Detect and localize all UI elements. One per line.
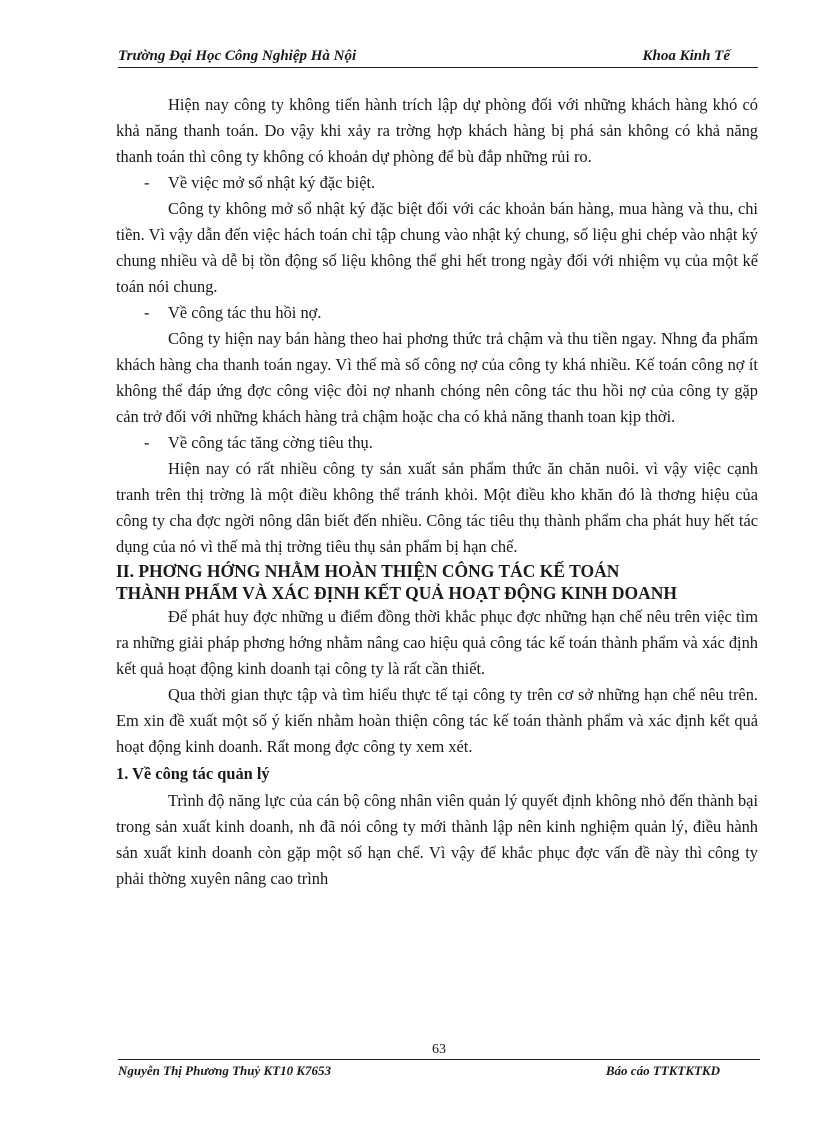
paragraph-management: Trình độ năng lực của cán bộ công nhân viên quản lý quyết định không nhỏ đến thành bại trong sản xuất kinh doanh, nh đã nói công ty mới thành lập nên kinh nghiệm quản lý, điều hành sản xuất kinh doanh còn gặp một số hạn chế. Vì vậy để khắc phục đợc vấn đề này thì công ty phải thờng xuyên nâng cao trình — [116, 791, 758, 888]
bullet-special-journal — [116, 170, 758, 196]
subsection-heading: 1. Về công tác quản lý — [116, 764, 270, 783]
page-header — [118, 48, 758, 68]
paragraph-intro: Để phát huy đợc những u điểm đồng thời khắc phục đợc những hạn chế nêu trên việc tìm ra những giải pháp phơng hớng nhằm nâng cao hiệu quả công tác kế toán thành phẩm và xác định kết quả hoạt động kinh doanh tại công ty là rất cần thiết. — [116, 607, 758, 678]
section-heading-line2: THÀNH PHẨM VÀ XÁC ĐỊNH KẾT QUẢ HOẠT ĐỘNG KINH DOANH — [116, 583, 678, 603]
footer-report: Báo cáo TTKTKTKD — [605, 1063, 720, 1078]
footer-rule — [118, 1059, 760, 1060]
page-number: 63 — [432, 1042, 446, 1057]
page-footer — [118, 1042, 760, 1082]
bullet-label: Về việc mở sổ nhật ký đặc biệt. — [168, 173, 376, 192]
paragraph-provision: Hiện nay công ty không tiến hành trích lập dự phòng đối với những khách hàng khó có khả năng thanh toán. Do vậy khi xảy ra trờng hợp khách hàng bị phá sản không có khả năng thanh toán thì công ty không có khoản dự phòng để bù đắp những rủi ro. — [116, 95, 758, 166]
bullet-sales-boost — [116, 430, 758, 456]
dash-marker: - — [144, 303, 150, 322]
header-rule — [118, 67, 758, 68]
bullet-label: Về công tác tăng cờng tiêu thụ. — [168, 433, 373, 452]
section-heading-line1: II. PHƠNG HỚNG NHẰM HOÀN THIỆN CÔNG TÁC KẾ TOÁN — [116, 561, 620, 581]
bullet-label: Về công tác thu hồi nợ. — [168, 303, 322, 322]
paragraph-proposal: Qua thời gian thực tập và tìm hiểu thực tế tại công ty trên cơ sở những hạn chế nêu trên. Em xin đề xuất một số ý kiến nhằm hoàn thiện công tác kế toán thành phẩm và xác định kết quả hoạt động kinh doanh. Rất mong đợc công ty xem xét. — [116, 685, 758, 756]
paragraph-debt-collection: Công ty hiện nay bán hàng theo hai phơng thức trả chậm và thu tiền ngay. Nhng đa phẩm khách hàng cha thanh toán ngay. Vì thế mà số công nợ của công ty khá nhiều. Kế toán công nợ ít không thể đáp ứng đợc công việc đòi nợ nhanh chóng nên công tác thu hồi nợ của công ty gặp cản trở đối với những khách hàng trả chậm hoặc cha có khả năng thanh toan kịp thời. — [116, 329, 758, 426]
bullet-debt-collection — [116, 300, 758, 326]
dash-marker: - — [144, 433, 150, 452]
header-faculty: Khoa Kinh Tế — [642, 48, 730, 64]
dash-marker: - — [144, 173, 150, 192]
header-university: Trường Đại Học Công Nghiệp Hà Nội — [118, 48, 357, 64]
footer-author: Nguyễn Thị Phương Thuỷ KT10 K7653 — [118, 1063, 332, 1078]
page-body — [116, 92, 758, 892]
paragraph-sales-boost: Hiện nay có rất nhiều công ty sản xuất sản phẩm thức ăn chăn nuôi. vì vậy việc cạnh tranh trên thị trờng là một điều không thể tránh khỏi. Một điều kho khăn đó là thơng hiệu của công ty cha đợc ngời nông dân biết đến nhiều. Công tác tiêu thụ thành phẩm cha phát huy hết tác dụng của nó vì thế mà thị trờng tiêu thụ sản phẩm bị hạn chế. — [116, 459, 758, 556]
paragraph-special-journal: Công ty không mở sổ nhật ký đặc biệt đối với các khoản bán hàng, mua hàng và thu, chi tiền. Vì vậy dẫn đến việc hách toán chỉ tập chung vào nhật ký chung, số liệu ghi chép vào nhật ký chung nhiều và dễ bị tồn động số liệu không thể ghi hết trong ngày đối với nhiệm vụ của một kế toán nói chung. — [116, 199, 758, 296]
